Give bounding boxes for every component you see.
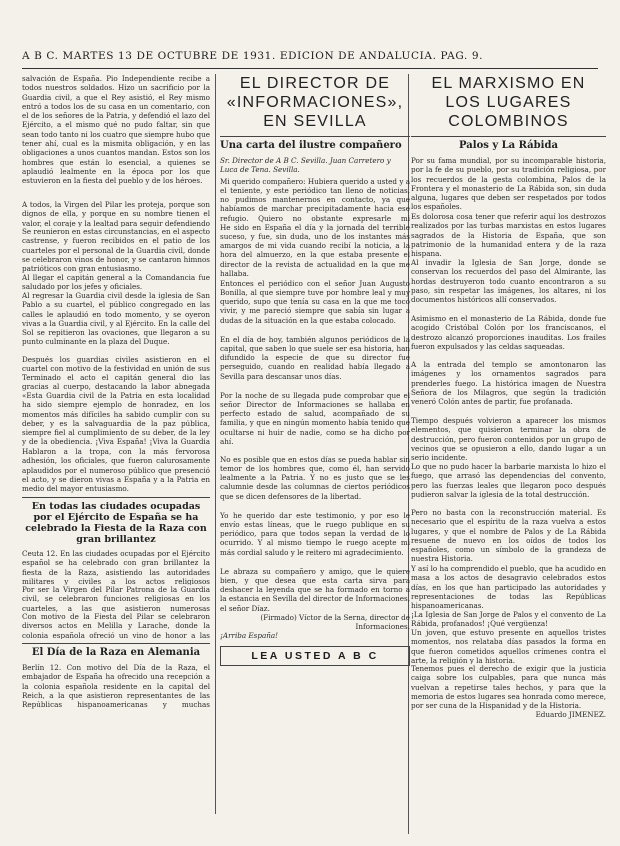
- article-paragraph: Por ser la Virgen del Pilar Patrona de la Guardia civil, se celebraron funciones religiosas en los cuarteles, a las que asistieron numerosas: [22, 585, 210, 612]
- page-header: A B C. MARTES 13 DE OCTUBRE DE 1931. EDICION DE ANDALUCIA. PAG. 9.: [22, 50, 484, 62]
- letter-salutation: Sr. Director de A B C. Sevilla. Juan Carretero y Luca de Tena. Sevilla.: [220, 156, 391, 175]
- section-rule: [22, 643, 210, 644]
- column-3: [411, 74, 606, 834]
- article-paragraph: Le abraza su compañero y amigo, que le quiere bien, y que desea que esta carta sirva para deshacer la leyenda que se ha formado en torno a la estancia en Sevilla del director de Informaciones, el señor Díaz.: [220, 566, 410, 613]
- article-paragraph: Terminado el acto el capitán general dio las gracias al cuerpo, destacando la labor abnegada: [22, 373, 210, 391]
- article-paragraph: Hablaron a la tropa, con la más fervorosa adhesión, los oficiales, que fueron calurosamente aplaudidos por el numeroso público que presenció el acto, y se dieron vivas a España y a la Patria en medio del mayor entusiasmo.: [22, 447, 210, 493]
- headline-rule: [220, 136, 410, 137]
- article-paragraph: Por su fama mundial, por su incomparable historia, por la fe de su pueblo, por su tradición religiosa, por los recuerdos de la gesta colombina, Palos de la Frontera y el monasterio de La Rábida son, sin duda alguna, lugares que deben ser respetados por todos los españoles.: [411, 156, 606, 212]
- article-paragraph: Se reunieron en estas circunstancias, en el aspecto castrense, y fueron recibidos en el patio de los cuarteles por el personal de la Guardia civil, donde se celebraron vinos de honor, y se cantaron himnos patrióticos con gran entusiasmo.: [22, 227, 210, 273]
- article-paragraph: Y así lo ha comprendido el pueblo, que ha acudido en masa a los actos de desagravio celebrados estos días, en los que han participado las autoridades y representaciones de todas las Repúblicas hispanoamericanas.: [411, 564, 606, 610]
- article-paragraph: Tiempo después volvieron a aparecer los mismos elementos, que quisieron terminar la obra de destrucción, pero fueron contenidos por un grupo de vecinos que se opusieron a ello, dando lugar a un serio incidente.: [411, 416, 606, 462]
- column-1: [22, 74, 210, 810]
- article-paragraph: Ceuta 12. En las ciudades ocupadas por el Ejército español se ha celebrado con gran brillantez la fiesta de la Raza, asistiendo las autoridades militares y civiles a los actos religiosos: [22, 549, 210, 585]
- article-headline: EL DIRECTOR DE «INFORMACIONES», EN SEVILLA: [226, 75, 404, 130]
- article-paragraph: Al invadir la Iglesia de San Jorge, donde se conservan los recuerdos del paso del Almirante, las hordas destruyeron todo cuanto encontraron a su paso, sin respetar las imágenes, los altares, ni los documentos históricos allí conservados.: [411, 258, 606, 305]
- article-subheadline: Palos y La Rábida: [459, 140, 558, 151]
- article-paragraph: Después los guardias civiles asistieron en el cuartel con motivo de la festividad en unión de sus: [22, 355, 210, 373]
- article-paragraph: He sido en España el día y la jornada del terrible suceso, y fue, sin duda, uno de los instantes más amargos de mi vida cuando recibí la noticia, a la hora del almuerzo, en la que estaba presente el director de la revista de actualidad en la que me hallaba.: [220, 222, 410, 279]
- column-divider: [215, 74, 216, 814]
- letter-signature: (Firmado) Víctor de la Serna, director de Informaciones.: [260, 612, 410, 631]
- article-paragraph: A todos, la Virgen del Pilar les proteja, porque son dignos de ella, y porque en su nombre tienen el valor, el coraje y la lealtad para seguir defendiendo: [22, 200, 210, 227]
- headline-rule: [411, 136, 606, 137]
- article-paragraph: «Esta Guardia civil de la Patria en esta localidad ha sido siempre ejemplo de honradez, en los momentos más difíciles ha sabido cumplir con su deber, y es la salvaguardia de la paz pública, siempre fiel al cumplimiento de su deber, de la ley y de la obediencia. ¡Viva España! ¡Viva la Guardia: [22, 391, 210, 447]
- article-paragraph: Yo he querido dar este testimonio, y por eso le envío estas líneas, que le ruego publique en su periódico, para que todos sepan la verdad de lo ocurrido. Y al mismo tiempo le ruego acepte mi más cordial saludo y le reitero mi agradecimiento.: [220, 510, 410, 557]
- article-paragraph: Tenemos pues el derecho de exigir que la justicia caiga sobre los culpables, para que nunca más vuelvan a repetirse tales hechos, y para que la memoria de estos lugares sea honrada como merece, por ser cuna de la Hispanidad y de la Historia.: [411, 664, 606, 710]
- header-rule: [22, 68, 598, 69]
- article-paragraph: A la entrada del templo se amontonaron las imágenes y los ornamentos sagrados para prenderles fuego. La histórica imagen de Nuestra Señora de los Milagros, que según la tradición veneró Colón antes de partir, fue profanada.: [411, 360, 606, 407]
- column-2: [220, 74, 410, 809]
- article-headline: EL MARXISMO EN LOS LUGARES COLOMBINOS: [431, 75, 586, 130]
- article-paragraph: ¡La Iglesia de San Jorge de Palos y el convento de La Rábida, profanados! ¡Qué vergüenza!: [411, 610, 606, 628]
- article-paragraph: Entonces el periódico con el señor Juan Augusto Bonilla, al que siempre tuve por hombre leal y muy querido, supo que tenía su casa en la que me tocó vivir, y me pareció siempre que sabía sin lugar a dudas de la situación en la que estaba colocado.: [220, 278, 410, 325]
- article-paragraph: Berlín 12. Con motivo del Día de la Raza, el embajador de España ha ofrecido una recepción a la colonia española residente en la capital del Reich, a la que asistieron representantes de las Repúblicas hispanoamericanas y muchas: [22, 663, 210, 709]
- article-subheadline: Una carta del ilustre compañero: [220, 140, 402, 151]
- article-paragraph: Por la noche de su llegada pude comprobar que el señor Director de Informaciones se hallaba en perfecto estado de salud, acompañado de su familia, y que en ningún momento había tenido que ocultarse ni huir de nadie, como se ha dicho por ahí.: [220, 390, 410, 447]
- article-paragraph: salvación de España. Pio Independiente recibe a todos nuestros soldados. Hizo un sacrificio por la Guardia civil, a que el Rey asistió, el Rey mismo entró a todos los de su casa en un comentario, con el de los señores de la Patria, y defendió el lazo del Ejército, a el mismo qué no pudo faltar, sin que sean todo tanto ni los cuatro que siempre hubo que tener ahí, cual es la mismita obligación, y en las obligaciones a unos cuantos mandan. Estos son los hombres que están lo esencial, a quienes se aplaudió lealmente en la época por los que estuvieron en la fiesta del pueblo y de los héroes.: [22, 74, 210, 186]
- article-paragraph: Asimismo en el monasterio de La Rábida, donde fue acogido Cristóbal Colón por los franciscanos, el destrozo alcanzó proporciones inauditas. Los frailes fueron expulsados y las celdas saqueadas.: [411, 314, 606, 351]
- section-rule: [22, 497, 210, 498]
- section-headline: En todas las ciudades ocupadas por el Ejército de España se ha celebrado la Fiesta de la Raza con gran brillantez: [25, 501, 207, 545]
- article-paragraph: No es posible que en estos días se pueda hablar sin temor de los hombres que, como él, han servido lealmente a la Patria. Y no es justo que se les calumnie desde las columnas de ciertos periódicos que se dicen defensores de la libertad.: [220, 454, 410, 501]
- article-paragraph: Pero no basta con la reconstrucción material. Es necesario que el espíritu de la raza vuelva a estos lugares, y que el nombre de Palos y de La Rábida resuene de nuevo en los oídos de todos los españoles, como un símbolo de la grandeza de nuestra Historia.: [411, 508, 606, 564]
- article-paragraph: Es dolorosa cosa tener que referir aquí los destrozos realizados por las turbas marxistas en estos lugares sagrados de la Historia de España, que son patrimonio de la humanidad entera y de la raza hispana.: [411, 212, 606, 258]
- article-paragraph: Al llegar el capitán general a la Comandancia fue saludado por los jefes y oficiales.: [22, 273, 210, 291]
- article-paragraph: Con motivo de la Fiesta del Pilar se celebraron diversos actos en Melilla y Larache, donde la colonia española ofreció un vino de honor a las: [22, 612, 210, 639]
- article-paragraph: Un joven, que estuvo presente en aquellos tristes momentos, nos relataba días pasados la forma en que fueron cometidos aquellos crímenes contra el arte, la religión y la historia.: [411, 628, 606, 664]
- article-paragraph: Lo que no pudo hacer la barbarie marxista lo hizo el fuego, que arrasó las dependencias del convento, pero las fuerzas leales que llegaron poco después pudieron salvar la iglesia de la total destrucción.: [411, 462, 606, 499]
- ad-box-lea-abc: LEA USTED A B C: [220, 646, 410, 666]
- section-headline: El Día de la Raza en Alemania: [31, 647, 201, 658]
- article-paragraph: En el día de hoy, también algunos periódicos de la capital, que saben lo que suele ser esa historia, han difundido la especie de que su director fue perseguido, cuando en realidad había llegado a Sevilla para descansar unos días.: [220, 334, 410, 381]
- article-paragraph: Mi querido compañero: Hubiera querido a usted y a el teniente, y este periódico tan lleno de noticias, no pudimos mantenernos en contacto, ya que habíamos de marchar precipitadamente hacia ese refugio. Quiero no obstante expresarle mi: [220, 176, 410, 223]
- letter-closing: ¡Arriba España!: [220, 631, 279, 641]
- article-paragraph: Al regresar la Guardia civil desde la iglesia de San Pablo a su cuartel, el público congregado en las calles le aplaudió en todo momento, y se oyeron vivas a la Guardia civil, y al Ejército. En la calle del Sol se repitieron las ovaciones, que llegaron a su punto culminante en la plaza del Duque.: [22, 291, 210, 347]
- article-signature: Eduardo JIMENEZ.: [535, 710, 606, 719]
